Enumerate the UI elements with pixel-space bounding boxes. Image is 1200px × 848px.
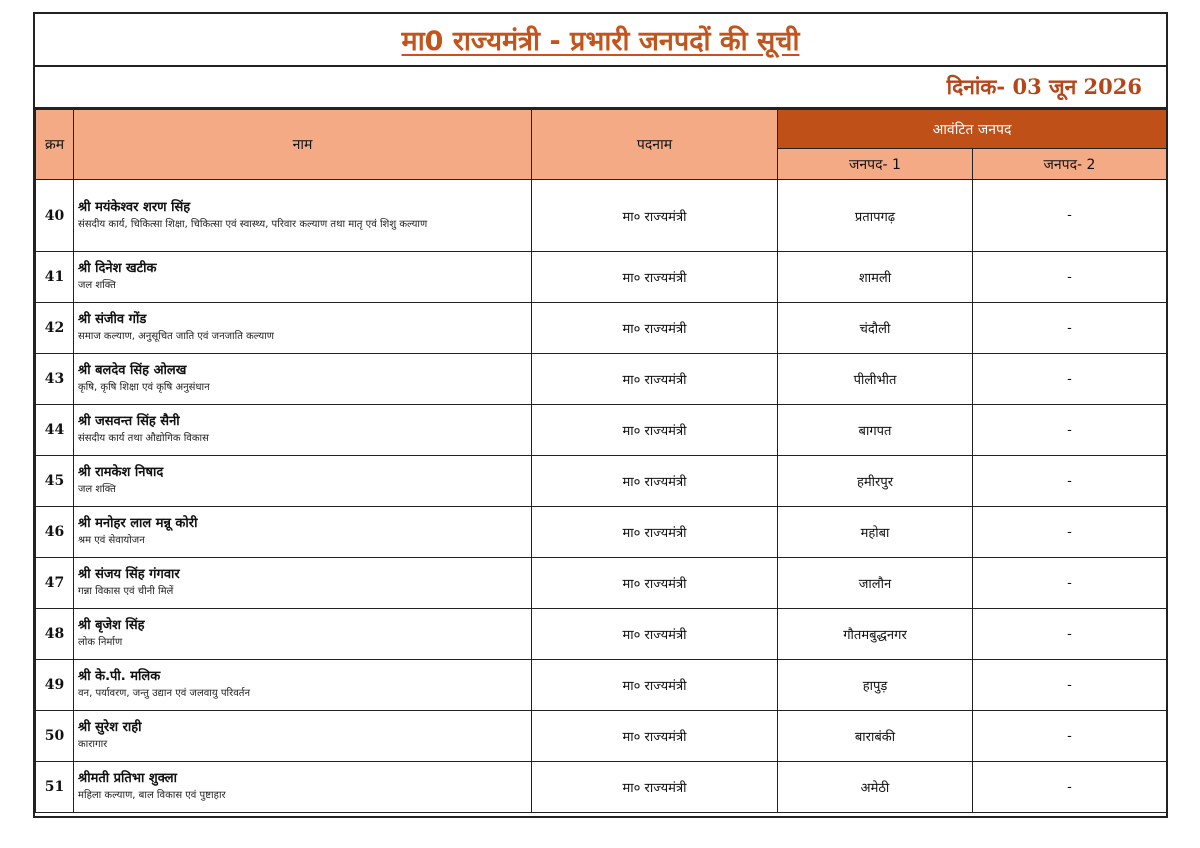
minister-department: संसदीय कार्य, चिकित्सा शिक्षा, चिकित्सा एवं स्वास्थ्य, परिवार कल्याण तथा मातृ एवं शिशु कल्याण	[78, 218, 428, 230]
minister-department: कृषि, कृषि शिक्षा एवं कृषि अनुसंधान	[78, 382, 210, 393]
minister-name: श्री मनोहर लाल मन्नू कोरी	[78, 516, 198, 531]
table-row	[36, 405, 1167, 456]
district-1-cell: अमेठी	[778, 762, 973, 813]
table-row	[36, 558, 1167, 609]
table-row	[36, 762, 1167, 813]
minister-name: श्री दिनेश खटीक	[78, 261, 157, 276]
serial-cell: 41	[36, 252, 74, 303]
minister-name: श्री मयंकेश्वर शरण सिंह	[78, 199, 191, 215]
minister-name: श्री संजय सिंह गंगवार	[78, 567, 180, 582]
district-2-cell: -	[973, 303, 1167, 354]
serial-cell: 42	[36, 303, 74, 354]
minister-name: श्री सुरेश राही	[78, 720, 142, 735]
name-cell	[74, 558, 532, 609]
district-2-cell: -	[973, 711, 1167, 762]
designation-cell: मा० राज्यमंत्री	[532, 660, 778, 711]
district-2-cell: -	[973, 660, 1167, 711]
minister-department: महिला कल्याण, बाल विकास एवं पुष्टाहार	[78, 790, 226, 801]
minister-department: वन, पर्यावरण, जन्तु उद्यान एवं जलवायु परिवर्तन	[78, 688, 251, 699]
header-serial: क्रम	[36, 110, 74, 180]
serial-cell: 47	[36, 558, 74, 609]
district-2-cell: -	[973, 405, 1167, 456]
minister-name: श्री संजीव गोंड	[78, 312, 147, 327]
designation-cell: मा० राज्यमंत्री	[532, 303, 778, 354]
document-date: दिनांक- 03 जून 2026	[946, 74, 1142, 99]
serial-cell: 51	[36, 762, 74, 813]
name-cell	[74, 303, 532, 354]
district-2-cell: -	[973, 252, 1167, 303]
minister-department: लोक निर्माण	[78, 637, 123, 648]
district-1-cell: शामली	[778, 252, 973, 303]
minister-name: श्री जसवन्त सिंह सैनी	[78, 414, 180, 429]
serial-cell: 43	[36, 354, 74, 405]
serial-cell: 46	[36, 507, 74, 558]
table-row	[36, 609, 1167, 660]
designation-cell: मा० राज्यमंत्री	[532, 354, 778, 405]
district-1-cell: बागपत	[778, 405, 973, 456]
name-cell	[74, 354, 532, 405]
serial-cell: 40	[36, 180, 74, 252]
district-1-cell: प्रतापगढ़	[778, 180, 973, 252]
designation-cell: मा० राज्यमंत्री	[532, 507, 778, 558]
serial-cell: 45	[36, 456, 74, 507]
designation-cell: मा० राज्यमंत्री	[532, 558, 778, 609]
name-cell	[74, 660, 532, 711]
page-title: मा0 राज्यमंत्री - प्रभारी जनपदों की सूची	[401, 26, 800, 57]
district-2-cell: -	[973, 762, 1167, 813]
district-2-cell: -	[973, 180, 1167, 252]
minister-department: संसदीय कार्य तथा औद्योगिक विकास	[78, 433, 209, 444]
district-1-cell: चंदौली	[778, 303, 973, 354]
header-allotted-districts: आवंटित जनपद	[778, 110, 1167, 149]
serial-cell: 44	[36, 405, 74, 456]
minister-name: श्री रामकेश निषाद	[78, 465, 164, 480]
header-district-2: जनपद- 2	[973, 149, 1167, 180]
table-row	[36, 711, 1167, 762]
table-row	[36, 660, 1167, 711]
table-row	[36, 354, 1167, 405]
district-1-cell: हमीरपुर	[778, 456, 973, 507]
header-designation: पदनाम	[532, 110, 778, 180]
district-1-cell: गौतमबुद्धनगर	[778, 609, 973, 660]
name-cell	[74, 507, 532, 558]
district-1-cell: जालौन	[778, 558, 973, 609]
district-1-cell: महोबा	[778, 507, 973, 558]
designation-cell: मा० राज्यमंत्री	[532, 711, 778, 762]
table-row	[36, 303, 1167, 354]
minister-name: श्री बृजेश सिंह	[78, 618, 145, 633]
district-1-cell: बाराबंकी	[778, 711, 973, 762]
name-cell	[74, 711, 532, 762]
designation-cell: मा० राज्यमंत्री	[532, 180, 778, 252]
designation-cell: मा० राज्यमंत्री	[532, 252, 778, 303]
name-cell	[74, 252, 532, 303]
minister-name: श्री के.पी. मलिक	[78, 669, 161, 684]
district-2-cell: -	[973, 354, 1167, 405]
name-cell	[74, 405, 532, 456]
minister-name: श्रीमती प्रतिभा शुक्ला	[78, 771, 177, 786]
document-sheet	[33, 12, 1168, 818]
district-1-cell: हापुड़	[778, 660, 973, 711]
table-row	[36, 456, 1167, 507]
minister-name: श्री बलदेव सिंह ओलख	[78, 363, 187, 378]
district-2-cell: -	[973, 507, 1167, 558]
designation-cell: मा० राज्यमंत्री	[532, 456, 778, 507]
table-row	[36, 252, 1167, 303]
name-cell	[74, 609, 532, 660]
designation-cell: मा० राज्यमंत्री	[532, 405, 778, 456]
table-row	[36, 507, 1167, 558]
minister-department: समाज कल्याण, अनुसूचित जाति एवं जनजाति कल्याण	[78, 331, 274, 342]
designation-cell: मा० राज्यमंत्री	[532, 609, 778, 660]
minister-department: श्रम एवं सेवायोजन	[78, 535, 145, 546]
serial-cell: 48	[36, 609, 74, 660]
title-row	[35, 14, 1166, 67]
district-2-cell: -	[973, 609, 1167, 660]
district-2-cell: -	[973, 456, 1167, 507]
date-row	[35, 67, 1166, 109]
serial-cell: 50	[36, 711, 74, 762]
minister-department: जल शक्ति	[78, 280, 116, 291]
table-row	[36, 180, 1167, 252]
header-name: नाम	[74, 110, 532, 180]
designation-cell: मा० राज्यमंत्री	[532, 762, 778, 813]
name-cell	[74, 456, 532, 507]
header-district-1: जनपद- 1	[778, 149, 973, 180]
minister-department: कारागार	[78, 739, 108, 750]
minister-department: गन्ना विकास एवं चीनी मिलें	[78, 586, 174, 597]
serial-cell: 49	[36, 660, 74, 711]
minister-district-table	[35, 109, 1167, 813]
minister-department: जल शक्ति	[78, 484, 116, 495]
name-cell	[74, 180, 532, 252]
district-2-cell: -	[973, 558, 1167, 609]
name-cell	[74, 762, 532, 813]
district-1-cell: पीलीभीत	[778, 354, 973, 405]
